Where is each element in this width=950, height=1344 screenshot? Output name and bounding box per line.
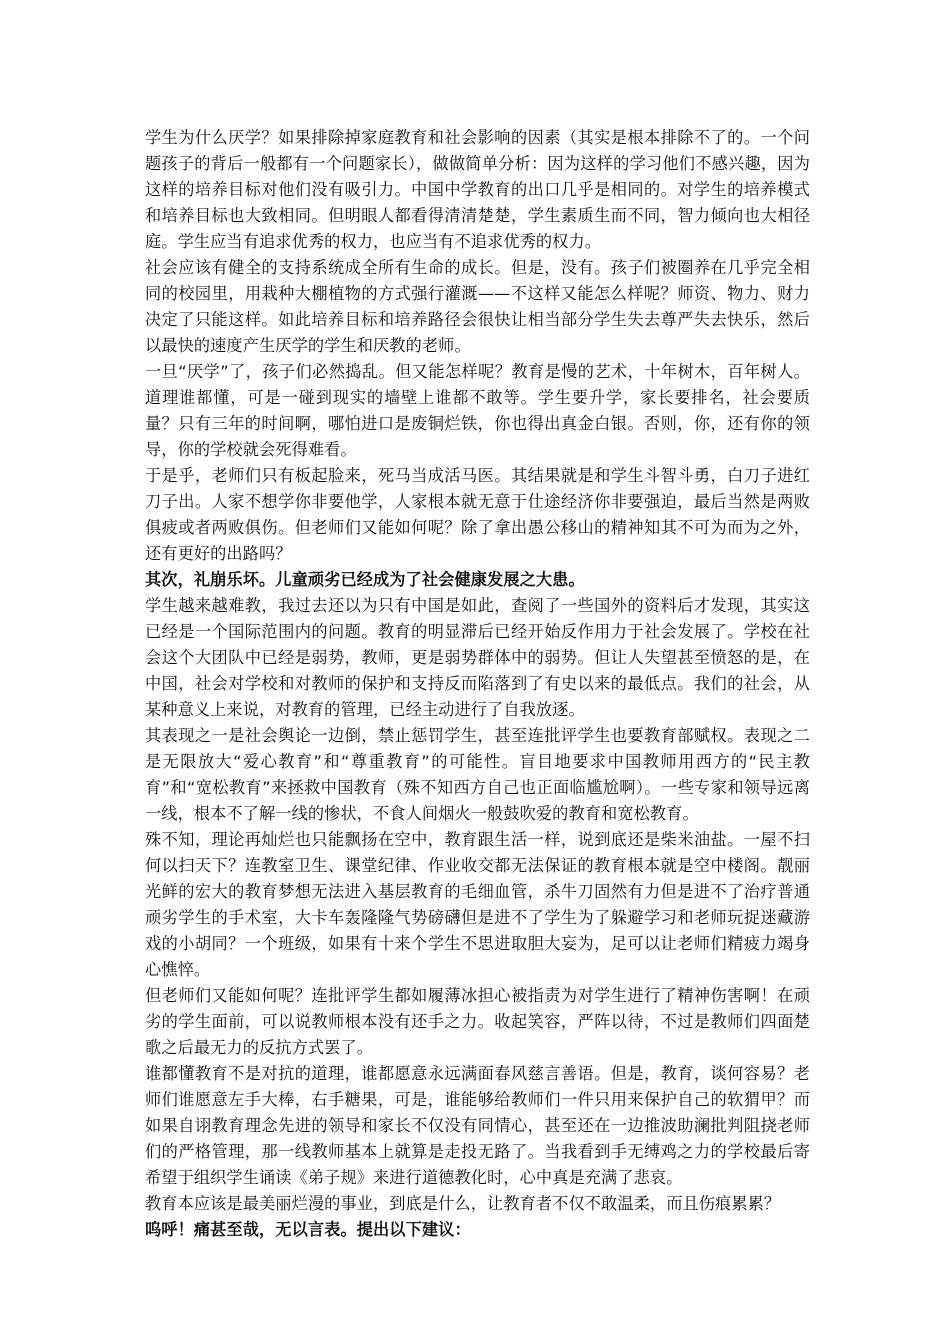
paragraph-3: 一旦“厌学”了，孩子们必然捣乱。但又能怎样呢？教育是慢的艺术，十年树木，百年树人。道理谁都懂，可是一碰到现实的墙壁上谁都不敢等。学生要升学，家长要排名，社会要质量？只有三年的时间啊，哪怕进口是废铜烂铁，你也得出真金白银。否则，你，还有你的领导，你的学校就会死得难看。 xyxy=(145,362,810,459)
section-heading-secondly: 其次，礼崩乐坏。儿童顽劣已经成为了社会健康发展之大患。 xyxy=(145,570,585,589)
paragraph-4: 于是乎，老师们只有板起脸来，死马当成活马医。其结果就是和学生斗智斗勇，白刀子进红刀子出。人家不想学你非要他学，人家根本就无意于仕途经济你非要强迫，最后当然是两败俱疲或者两败俱伤。但老师们又能如何呢？除了拿出愚公移山的精神知其不可为而为之外，还有更好的出路吗？ xyxy=(145,466,810,563)
paragraph-10: 谁都懂教育不是对抗的道理，谁都愿意永远满面春风慈言善语。但是，教育，谈何容易？老师们谁愿意左手大棒，右手糖果，可是，谁能够给教师们一件只用来保护自己的软猬甲？而如果自诩教育理念先进的领导和家长不仅没有同情心，甚至还在一边推波助澜批判阻挠老师们的严格管理，那一线教师基本上就算是走投无路了。当我看到手无缚鸡之力的学校最后寄希望于组织学生诵读《弟子规》来进行道德教化时，心中真是充满了悲哀。 xyxy=(145,1064,810,1187)
paragraph-9: 但老师们又能如何呢？连批评学生都如履薄冰担心被指责为对学生进行了精神伤害啊！在顽劣的学生面前，可以说教师根本没有还手之力。收起笑容，严阵以待，不过是教师们四面楚歌之后最无力的反抗方式罢了。 xyxy=(145,986,810,1057)
paragraph-1: 学生为什么厌学？如果排除掉家庭教育和社会影响的因素（其实是根本排除不了的。一个问题孩子的背后一般都有一个问题家长），做做简单分析：因为这样的学习他们不感兴趣，因为这样的培养目标对他们没有吸引力。中国中学教育的出口几乎是相同的。对学生的培养模式和培养目标也大致相同。但明眼人都看得清清楚楚，学生素质生而不同，智力倾向也大相径庭。学生应当有追求优秀的权力，也应当有不追求优秀的权力。 xyxy=(145,128,810,251)
paragraph-2: 社会应该有健全的支持系统成全所有生命的成长。但是，没有。孩子们被圈养在几乎完全相同的校园里，用栽种大棚植物的方式强行灌溉——不这样又能怎么样呢？师资、物力、财力决定了只能这样。如此培养目标和培养路径会很快让相当部分学生失去尊严失去快乐，然后以最快的速度产生厌学的学生和厌教的老师。 xyxy=(145,258,810,355)
paragraph-7: 其表现之一是社会舆论一边倒，禁止惩罚学生，甚至连批评学生也要教育部赋权。表现之二是无限放大“爱心教育”和“尊重教育”的可能性。盲目地要求中国教师用西方的“民主教育”和“宽松教育”来拯救中国教育（殊不知西方自己也正面临尴尬啊）。一些专家和领导远离一线，根本不了解一线的惨状，不食人间烟火一般鼓吹爱的教育和宽松教育。 xyxy=(145,726,810,823)
paragraph-6: 学生越来越难教，我过去还以为只有中国是如此，查阅了一些国外的资料后才发现，其实这已经是一个国际范围内的问题。教育的明显滞后已经开始反作用力于社会发展了。学校在社会这个大团队中已经是弱势，教师，更是弱势群体中的弱势。但让人失望甚至愤怒的是，在中国，社会对学校和对教师的保护和支持反而陷落到了有史以来的最低点。我们的社会，从某种意义上来说，对教育的管理，已经主动进行了自我放逐。 xyxy=(145,596,810,719)
paragraph-11: 教育本应该是最美丽烂漫的事业，到底是什么，让教育者不仅不敢温柔，而且伤痕累累？ xyxy=(145,1194,781,1213)
document-page xyxy=(145,125,810,1243)
section-heading-proposals: 呜呼！痛甚至哉，无以言表。提出以下建议： xyxy=(145,1220,471,1239)
paragraph-8: 殊不知，理论再灿烂也只能飘扬在空中，教育跟生活一样，说到底还是柴米油盐。一屋不扫何以扫天下？连教室卫生、课堂纪律、作业收交都无法保证的教育根本就是空中楼阁。靓丽光鲜的宏大的教育梦想无法进入基层教育的毛细血管，杀牛刀固然有力但是进不了治疗普通顽劣学生的手术室，大卡车轰隆隆气势磅礴但是进不了学生为了躲避学习和老师玩捉迷藏游戏的小胡同？一个班级，如果有十来个学生不思进取胆大妄为，足可以让老师们精疲力竭身心憔悴。 xyxy=(145,830,810,979)
